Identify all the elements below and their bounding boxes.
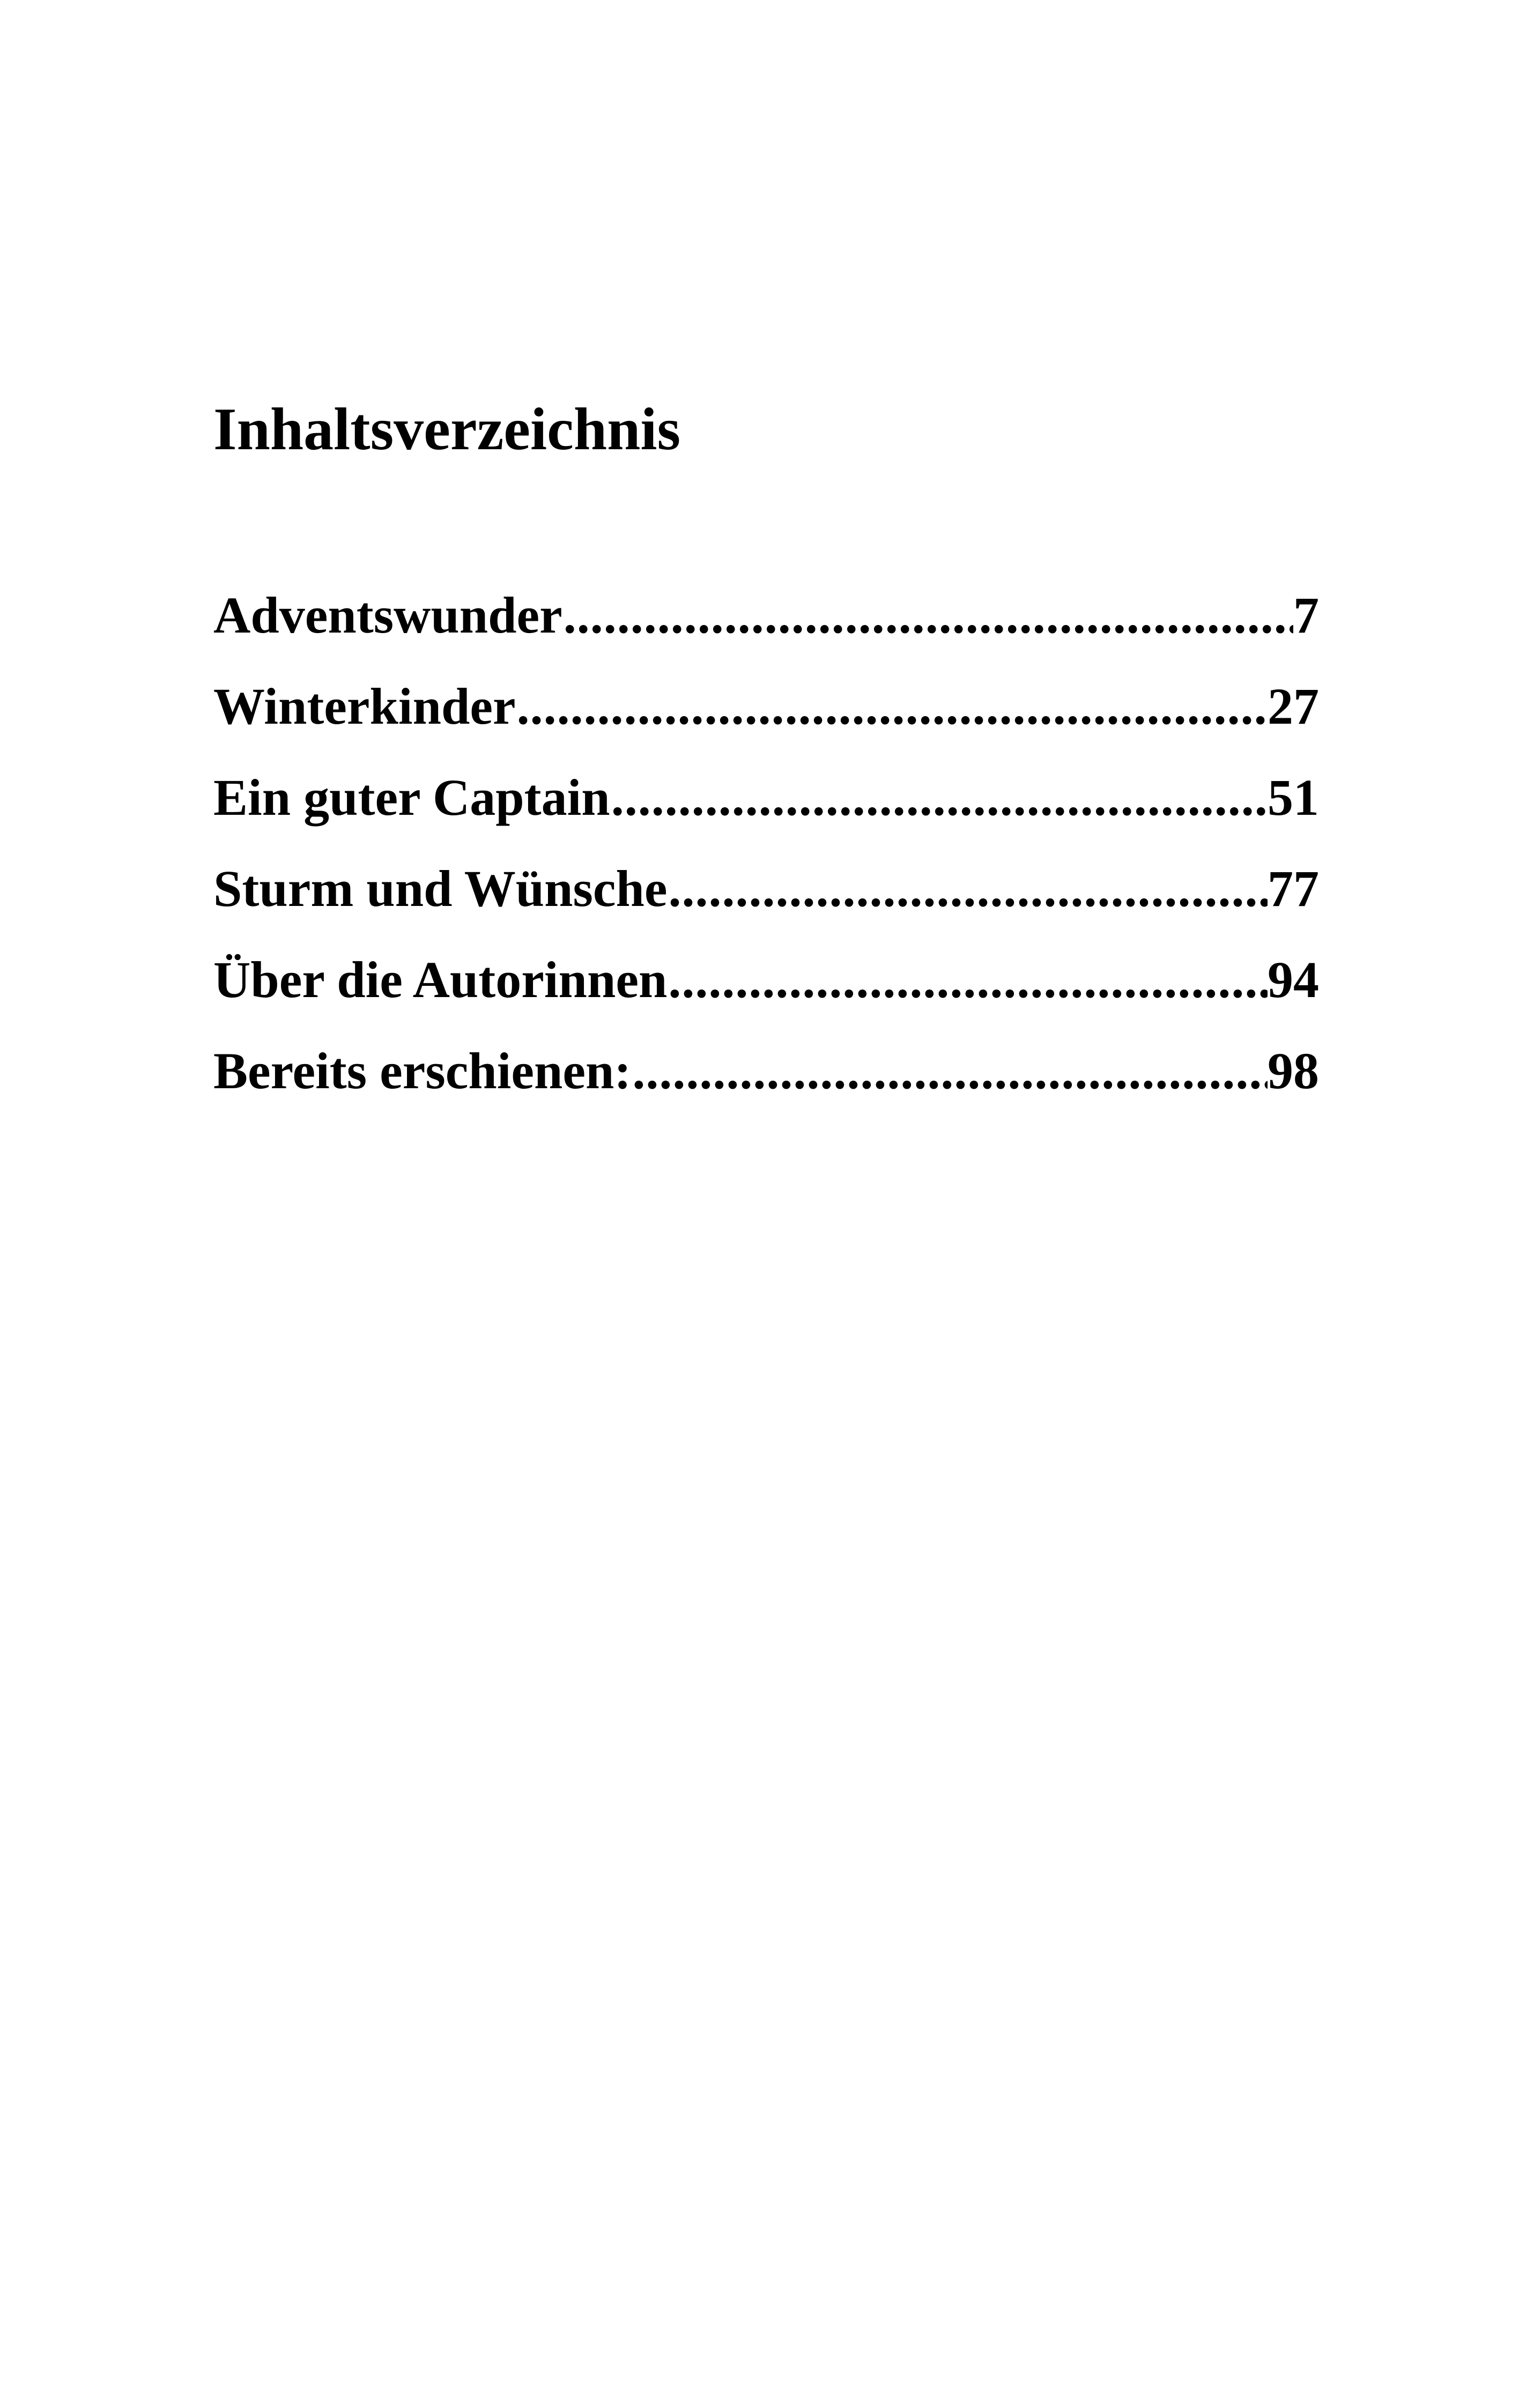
dot-leader — [562, 590, 1293, 641]
toc-entry-label: Winterkinder — [213, 678, 516, 735]
toc-entry-label: Bereits erschienen: — [213, 1042, 632, 1099]
toc-entry-ein-guter-captain[interactable] — [213, 769, 1319, 863]
toc-entry-page-number: 7 — [1293, 586, 1319, 644]
toc-entry-label: Ein guter Captain — [213, 769, 610, 826]
toc-entry-page-number: 98 — [1268, 1042, 1319, 1099]
toc-entry-winterkinder[interactable] — [213, 678, 1319, 772]
toc-entry-label: Über die Autorinnen — [213, 951, 668, 1008]
dot-leader — [610, 772, 1268, 823]
toc-entry-ueber-die-autorinnen[interactable] — [213, 951, 1319, 1045]
dot-leader — [516, 681, 1268, 732]
dot-leader — [668, 863, 1268, 915]
table-of-contents — [213, 586, 1319, 1136]
toc-entry-page-number: 27 — [1268, 678, 1319, 735]
toc-entry-bereits-erschienen[interactable] — [213, 1042, 1319, 1136]
toc-title: Inhaltsverzeichnis — [213, 396, 681, 463]
toc-entry-label: Adventswunder — [213, 586, 562, 644]
dot-leader — [667, 954, 1268, 1006]
toc-entry-sturm-und-wuensche[interactable] — [213, 860, 1319, 954]
dot-leader — [631, 1045, 1268, 1097]
toc-entry-page-number: 51 — [1268, 769, 1319, 826]
toc-entry-adventswunder[interactable] — [213, 586, 1319, 681]
toc-entry-label: Sturm und Wünsche — [213, 860, 668, 917]
toc-entry-page-number: 94 — [1268, 951, 1319, 1008]
toc-entry-page-number: 77 — [1268, 860, 1319, 917]
